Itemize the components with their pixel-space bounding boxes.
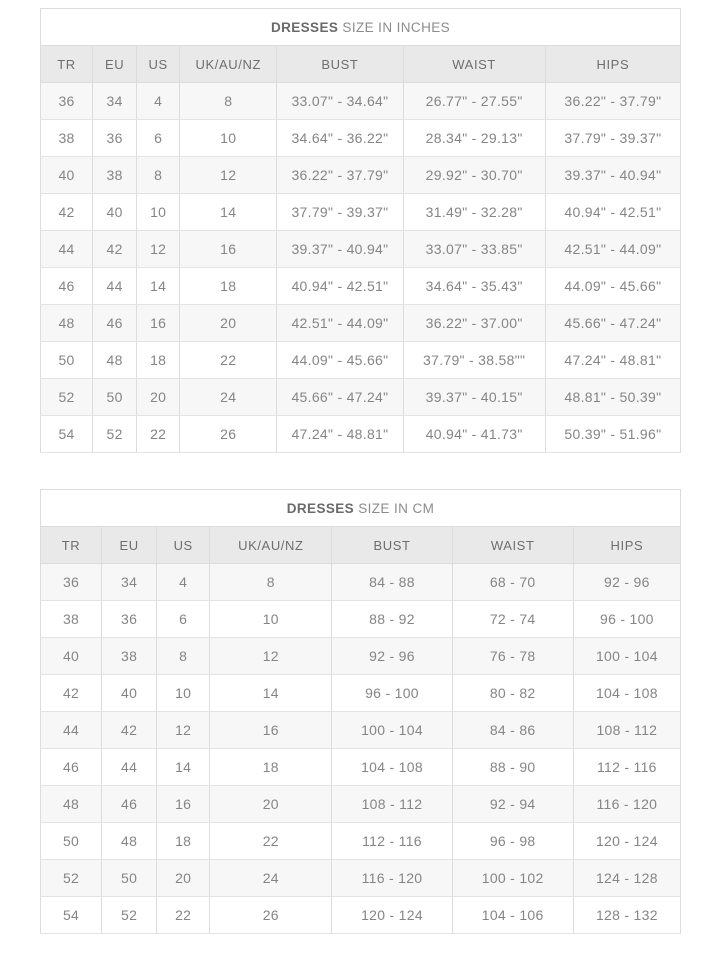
- table-cell: 14: [157, 749, 210, 786]
- table-cell: 44.09" - 45.66": [277, 342, 403, 379]
- table-cell: 18: [157, 823, 210, 860]
- table-row: [41, 194, 681, 231]
- table-row: [41, 416, 681, 453]
- table-row: [41, 897, 681, 934]
- table-cell: 48.81" - 50.39": [545, 379, 680, 416]
- column-header-hips: HIPS: [573, 527, 680, 564]
- table-cell: 104 - 108: [332, 749, 452, 786]
- table-cell: 6: [157, 601, 210, 638]
- table-cell: 96 - 100: [332, 675, 452, 712]
- table-cell: 48: [93, 342, 137, 379]
- table-row: [41, 712, 681, 749]
- table-cell: 88 - 92: [332, 601, 452, 638]
- table-cell: 36.22" - 37.79": [545, 83, 680, 120]
- table-row: [41, 749, 681, 786]
- column-header-bust: BUST: [332, 527, 452, 564]
- table-cell: 20: [210, 786, 332, 823]
- table-cell: 46: [41, 268, 93, 305]
- table-title-row: [41, 490, 681, 527]
- table-cell: 22: [210, 823, 332, 860]
- table-cell: 36: [93, 120, 137, 157]
- table-cell: 40: [41, 638, 102, 675]
- table-cell: 38: [102, 638, 157, 675]
- table-cell: 124 - 128: [573, 860, 680, 897]
- table-cell: 24: [210, 860, 332, 897]
- table-cell: 36.22" - 37.79": [277, 157, 403, 194]
- table-cell: 10: [180, 120, 277, 157]
- column-header-uk-au-nz: UK/AU/NZ: [180, 46, 277, 83]
- table-cell: 10: [157, 675, 210, 712]
- table-cell: 24: [180, 379, 277, 416]
- table-title: [41, 490, 681, 527]
- column-header-us: US: [137, 46, 180, 83]
- table-cell: 44: [41, 712, 102, 749]
- table-cell: 26: [180, 416, 277, 453]
- table-cell: 92 - 94: [452, 786, 573, 823]
- table-cell: 50: [93, 379, 137, 416]
- table-cell: 46: [41, 749, 102, 786]
- table-cell: 42: [102, 712, 157, 749]
- column-header-eu: EU: [102, 527, 157, 564]
- column-header-bust: BUST: [277, 46, 403, 83]
- table-cell: 50: [41, 823, 102, 860]
- table-cell: 45.66" - 47.24": [277, 379, 403, 416]
- table-cell: 39.37" - 40.15": [403, 379, 545, 416]
- table-header-row: [41, 527, 681, 564]
- table-cell: 12: [137, 231, 180, 268]
- table-cell: 45.66" - 47.24": [545, 305, 680, 342]
- column-header-tr: TR: [41, 46, 93, 83]
- table-cell: 108 - 112: [332, 786, 452, 823]
- table-row: [41, 786, 681, 823]
- table-cell: 47.24" - 48.81": [277, 416, 403, 453]
- table-cell: 16: [157, 786, 210, 823]
- table-cell: 44: [93, 268, 137, 305]
- table-cell: 26: [210, 897, 332, 934]
- table-cell: 96 - 98: [452, 823, 573, 860]
- table-cell: 31.49" - 32.28": [403, 194, 545, 231]
- table-cell: 52: [41, 860, 102, 897]
- dresses-inches-table: [40, 8, 681, 453]
- dresses-cm-section: [40, 489, 681, 934]
- table-cell: 40: [41, 157, 93, 194]
- column-header-waist: WAIST: [403, 46, 545, 83]
- table-cell: 34: [93, 83, 137, 120]
- table-cell: 14: [137, 268, 180, 305]
- table-cell: 48: [41, 305, 93, 342]
- table-cell: 36: [41, 564, 102, 601]
- table-cell: 20: [137, 379, 180, 416]
- table-cell: 116 - 120: [332, 860, 452, 897]
- table-row: [41, 120, 681, 157]
- table-row: [41, 638, 681, 675]
- table-cell: 88 - 90: [452, 749, 573, 786]
- table-cell: 42: [93, 231, 137, 268]
- table-cell: 10: [137, 194, 180, 231]
- column-header-eu: EU: [93, 46, 137, 83]
- table-cell: 40: [93, 194, 137, 231]
- table-row: [41, 601, 681, 638]
- table-row: [41, 231, 681, 268]
- table-cell: 100 - 104: [573, 638, 680, 675]
- table-cell: 22: [137, 416, 180, 453]
- table-cell: 84 - 86: [452, 712, 573, 749]
- table-title: [41, 9, 681, 46]
- table-cell: 22: [157, 897, 210, 934]
- table-cell: 8: [137, 157, 180, 194]
- column-header-us: US: [157, 527, 210, 564]
- table-cell: 20: [180, 305, 277, 342]
- table-cell: 33.07" - 34.64": [277, 83, 403, 120]
- table-cell: 20: [157, 860, 210, 897]
- table-cell: 42.51" - 44.09": [277, 305, 403, 342]
- table-cell: 42: [41, 194, 93, 231]
- table-row: [41, 305, 681, 342]
- table-cell: 44: [41, 231, 93, 268]
- column-header-uk-au-nz: UK/AU/NZ: [210, 527, 332, 564]
- table-cell: 112 - 116: [332, 823, 452, 860]
- table-cell: 37.79" - 39.37": [545, 120, 680, 157]
- table-cell: 14: [210, 675, 332, 712]
- table-title-bold: DRESSES: [286, 500, 355, 516]
- table-cell: 18: [210, 749, 332, 786]
- table-cell: 52: [93, 416, 137, 453]
- dresses-inches-section: [40, 8, 681, 453]
- table-cell: 47.24" - 48.81": [545, 342, 680, 379]
- table-cell: 120 - 124: [332, 897, 452, 934]
- table-cell: 104 - 108: [573, 675, 680, 712]
- table-row: [41, 564, 681, 601]
- table-cell: 29.92" - 30.70": [403, 157, 545, 194]
- table-cell: 40.94" - 42.51": [545, 194, 680, 231]
- table-cell: 36.22" - 37.00": [403, 305, 545, 342]
- table-cell: 8: [180, 83, 277, 120]
- table-cell: 100 - 102: [452, 860, 573, 897]
- table-row: [41, 379, 681, 416]
- table-row: [41, 83, 681, 120]
- table-cell: 14: [180, 194, 277, 231]
- table-cell: 37.79" - 39.37": [277, 194, 403, 231]
- table-row: [41, 675, 681, 712]
- table-cell: 39.37" - 40.94": [545, 157, 680, 194]
- table-cell: 22: [180, 342, 277, 379]
- table-title-row: [41, 9, 681, 46]
- table-cell: 33.07" - 33.85": [403, 231, 545, 268]
- table-cell: 16: [210, 712, 332, 749]
- table-cell: 92 - 96: [332, 638, 452, 675]
- table-cell: 108 - 112: [573, 712, 680, 749]
- table-cell: 8: [157, 638, 210, 675]
- table-row: [41, 860, 681, 897]
- table-row: [41, 823, 681, 860]
- table-title-rest: SIZE IN CM: [358, 500, 435, 516]
- table-cell: 44.09" - 45.66": [545, 268, 680, 305]
- table-cell: 34.64" - 36.22": [277, 120, 403, 157]
- table-cell: 52: [41, 379, 93, 416]
- table-cell: 76 - 78: [452, 638, 573, 675]
- table-cell: 44: [102, 749, 157, 786]
- table-cell: 4: [137, 83, 180, 120]
- table-cell: 34.64" - 35.43": [403, 268, 545, 305]
- table-cell: 46: [102, 786, 157, 823]
- table-cell: 96 - 100: [573, 601, 680, 638]
- table-title-bold: DRESSES: [270, 19, 339, 35]
- table-cell: 26.77" - 27.55": [403, 83, 545, 120]
- table-cell: 39.37" - 40.94": [277, 231, 403, 268]
- table-cell: 92 - 96: [573, 564, 680, 601]
- table-row: [41, 342, 681, 379]
- table-cell: 16: [180, 231, 277, 268]
- table-cell: 4: [157, 564, 210, 601]
- table-cell: 16: [137, 305, 180, 342]
- table-cell: 100 - 104: [332, 712, 452, 749]
- table-cell: 46: [93, 305, 137, 342]
- table-cell: 72 - 74: [452, 601, 573, 638]
- table-cell: 84 - 88: [332, 564, 452, 601]
- table-cell: 38: [93, 157, 137, 194]
- table-cell: 52: [102, 897, 157, 934]
- table-cell: 42.51" - 44.09": [545, 231, 680, 268]
- table-cell: 18: [137, 342, 180, 379]
- table-cell: 37.79" - 38.58"": [403, 342, 545, 379]
- table-cell: 68 - 70: [452, 564, 573, 601]
- table-title-rest: SIZE IN INCHES: [342, 19, 451, 35]
- table-cell: 48: [102, 823, 157, 860]
- table-cell: 104 - 106: [452, 897, 573, 934]
- table-cell: 10: [210, 601, 332, 638]
- table-cell: 40.94" - 41.73": [403, 416, 545, 453]
- table-cell: 8: [210, 564, 332, 601]
- table-cell: 36: [102, 601, 157, 638]
- table-cell: 50: [41, 342, 93, 379]
- column-header-waist: WAIST: [452, 527, 573, 564]
- table-cell: 40.94" - 42.51": [277, 268, 403, 305]
- table-header-row: [41, 46, 681, 83]
- table-cell: 18: [180, 268, 277, 305]
- table-cell: 54: [41, 416, 93, 453]
- table-cell: 112 - 116: [573, 749, 680, 786]
- table-cell: 12: [157, 712, 210, 749]
- table-cell: 40: [102, 675, 157, 712]
- table-cell: 120 - 124: [573, 823, 680, 860]
- table-cell: 54: [41, 897, 102, 934]
- dresses-cm-table: [40, 489, 681, 934]
- table-cell: 12: [180, 157, 277, 194]
- table-body: [41, 564, 681, 934]
- table-cell: 42: [41, 675, 102, 712]
- table-cell: 50.39" - 51.96": [545, 416, 680, 453]
- table-cell: 80 - 82: [452, 675, 573, 712]
- column-header-tr: TR: [41, 527, 102, 564]
- table-row: [41, 268, 681, 305]
- table-body: [41, 83, 681, 453]
- table-cell: 36: [41, 83, 93, 120]
- table-cell: 38: [41, 120, 93, 157]
- table-cell: 38: [41, 601, 102, 638]
- table-cell: 12: [210, 638, 332, 675]
- table-cell: 50: [102, 860, 157, 897]
- table-cell: 116 - 120: [573, 786, 680, 823]
- column-header-hips: HIPS: [545, 46, 680, 83]
- table-cell: 28.34" - 29.13": [403, 120, 545, 157]
- table-row: [41, 157, 681, 194]
- table-cell: 6: [137, 120, 180, 157]
- table-cell: 128 - 132: [573, 897, 680, 934]
- table-cell: 34: [102, 564, 157, 601]
- table-cell: 48: [41, 786, 102, 823]
